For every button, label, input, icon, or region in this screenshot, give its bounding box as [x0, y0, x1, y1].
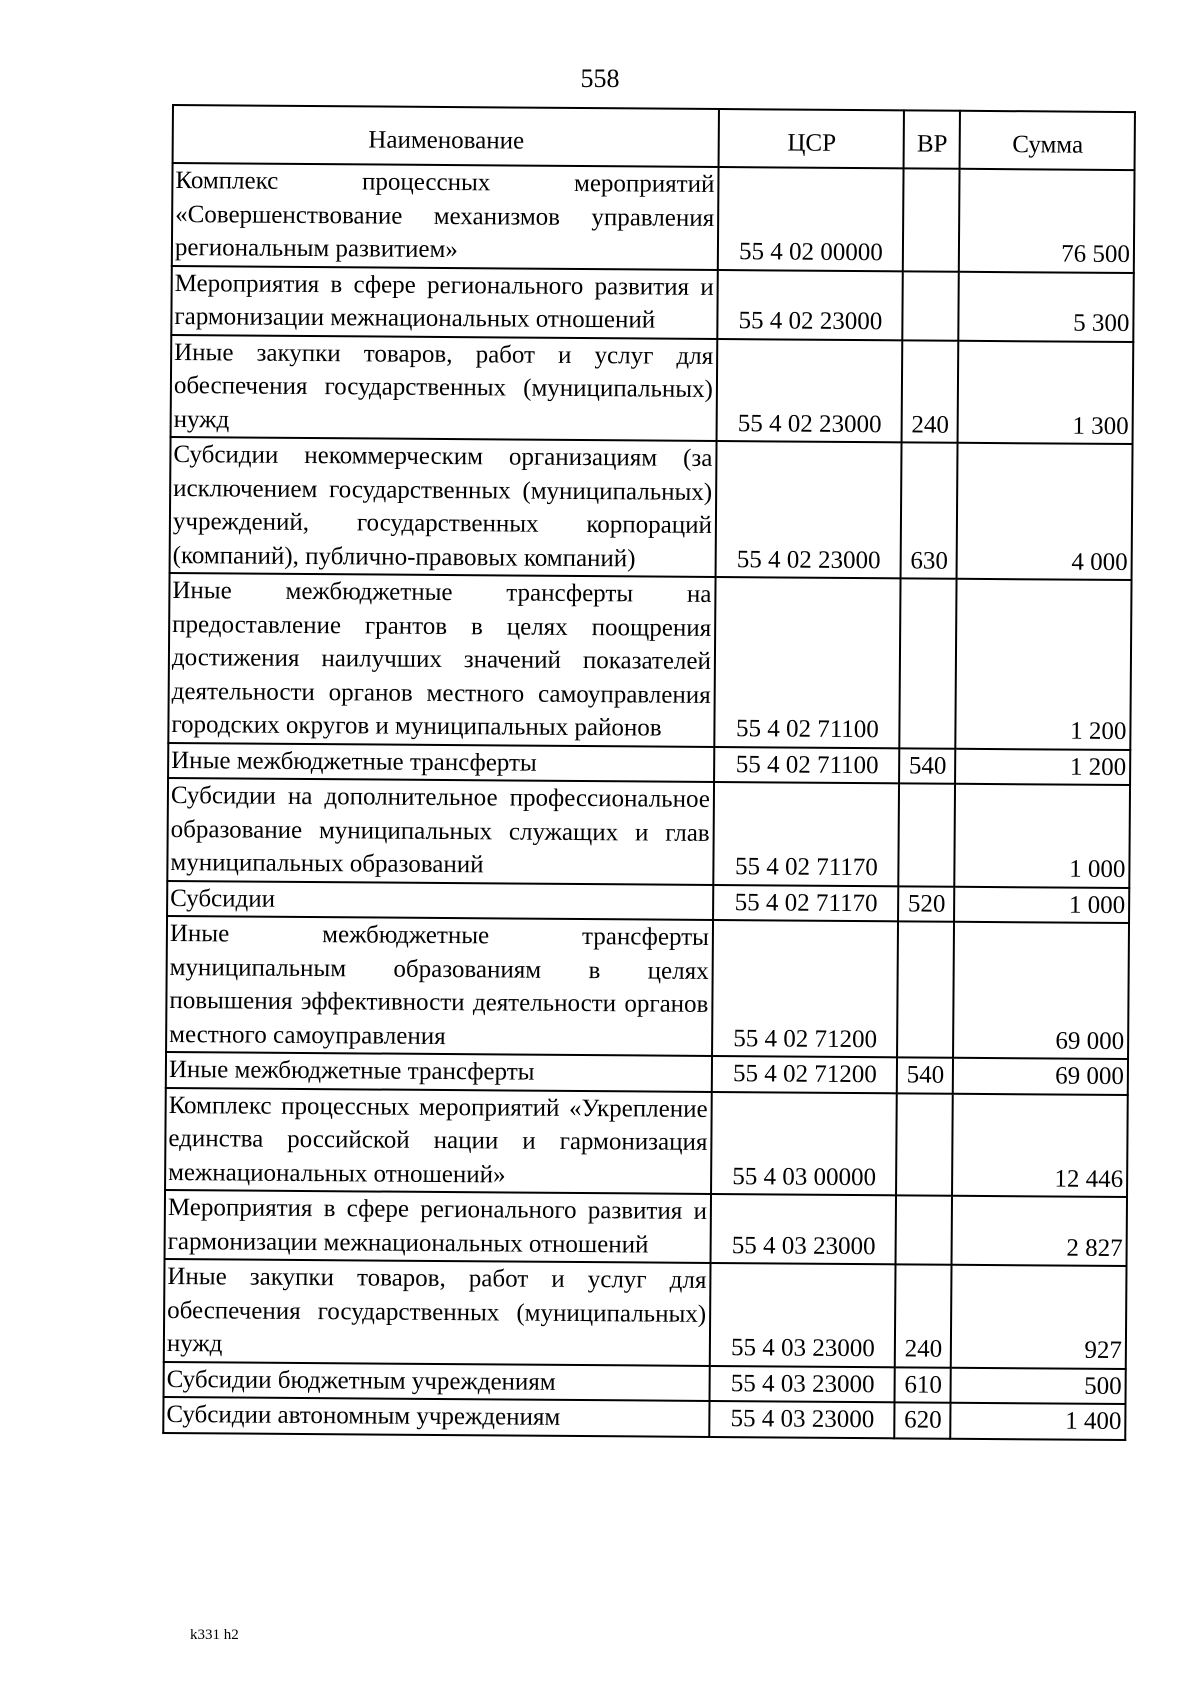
row-csr: 55 4 02 00000 — [718, 167, 904, 271]
page-number: 558 — [580, 64, 620, 93]
row-name: Комплекс процессных мероприятий «Совершенствование механизмов управления региональным развитием» — [172, 163, 719, 269]
row-csr: 55 4 02 71200 — [712, 1056, 897, 1093]
row-vr — [902, 271, 959, 340]
row-vr: 620 — [894, 1402, 950, 1438]
header-vr: ВР — [904, 110, 960, 168]
row-csr: 55 4 03 23000 — [711, 1194, 897, 1264]
row-csr: 55 4 02 71170 — [713, 782, 899, 886]
footer-code: k331 h2 — [190, 1627, 239, 1643]
row-sum: 76 500 — [959, 169, 1135, 273]
table-row — [167, 778, 1130, 888]
table-row — [168, 573, 1131, 750]
row-name: Иные закупки товаров, работ и услуг для обеспечения государственных (муниципальных) нужд — [171, 335, 718, 441]
table-row — [164, 1259, 1127, 1369]
row-sum: 69 000 — [953, 1058, 1128, 1095]
row-csr: 55 4 03 00000 — [711, 1091, 897, 1195]
row-csr: 55 4 02 71200 — [712, 920, 898, 1057]
row-csr: 55 4 03 23000 — [710, 1263, 896, 1367]
row-sum: 1 000 — [954, 886, 1129, 923]
table-row — [166, 916, 1129, 1059]
row-name: Иные межбюджетные трансферты муниципальным образованиям в целях повышения эффективности деятельности органов местного самоуправления — [166, 916, 713, 1056]
row-name: Субсидии некоммерческим организациям (за исключением государственных (муниципальных) учреждений, государственных корпораций (компаний), публично-правовых компаний) — [170, 437, 717, 577]
row-sum: 2 827 — [952, 1196, 1128, 1266]
row-sum: 69 000 — [953, 922, 1129, 1059]
row-sum: 1 400 — [950, 1403, 1125, 1440]
row-sum: 1 000 — [954, 784, 1130, 888]
row-sum: 1 200 — [955, 579, 1131, 750]
table-row — [163, 1397, 1125, 1440]
row-name: Комплекс процессных мероприятий «Укрепление единства российской нации и гармонизация межнациональных отношений» — [165, 1087, 712, 1193]
row-vr — [898, 783, 955, 886]
row-vr: 540 — [899, 748, 955, 784]
row-sum: 1 300 — [958, 340, 1134, 444]
row-vr: 520 — [898, 886, 954, 922]
row-sum: 927 — [951, 1265, 1127, 1369]
row-name: Субсидии бюджетным учреждениям — [164, 1361, 710, 1401]
row-sum: 4 000 — [957, 443, 1133, 580]
table-row — [171, 335, 1134, 445]
row-name: Иные межбюджетные трансферты на предоставление грантов в целях поощрения достижения наилучших значений показателей деятельности органов местного самоуправления городских округов и муниципальных районов — [168, 573, 715, 746]
row-csr: 55 4 02 71170 — [713, 884, 898, 921]
header-name: Наименование — [173, 105, 719, 167]
row-vr: 240 — [902, 340, 959, 443]
row-sum: 12 446 — [952, 1093, 1128, 1197]
table-row — [171, 266, 1133, 342]
row-vr — [903, 168, 960, 271]
row-vr: 240 — [895, 1264, 952, 1367]
row-vr — [897, 921, 954, 1057]
row-vr: 630 — [901, 442, 958, 578]
row-csr: 55 4 02 23000 — [717, 339, 903, 443]
row-csr: 55 4 02 23000 — [716, 441, 902, 578]
row-name: Субсидии автономным учреждениям — [163, 1397, 709, 1437]
row-vr: 540 — [897, 1057, 953, 1093]
header-sum: Сумма — [960, 111, 1135, 170]
header-csr: ЦСР — [719, 109, 904, 168]
row-name: Субсидии на дополнительное профессиональное образование муниципальных служащих и глав муниципальных образований — [167, 778, 714, 884]
row-vr — [896, 1093, 953, 1196]
row-vr — [899, 578, 956, 748]
row-csr: 55 4 02 71100 — [714, 577, 900, 748]
table-row — [165, 1087, 1128, 1197]
table-row — [165, 1190, 1127, 1266]
row-name: Мероприятия в сфере регионального развития и гармонизации межнациональных отношений — [165, 1190, 711, 1263]
row-name: Иные закупки товаров, работ и услуг для обеспечения государственных (муниципальных) нужд — [164, 1259, 711, 1365]
row-csr: 55 4 02 23000 — [717, 270, 903, 340]
row-name: Иные межбюджетные трансферты — [168, 742, 714, 782]
row-vr — [896, 1195, 953, 1264]
row-sum: 500 — [951, 1367, 1126, 1404]
table-row — [172, 163, 1135, 273]
row-sum: 1 200 — [955, 748, 1130, 785]
table-row — [170, 437, 1133, 580]
budget-table — [162, 104, 1136, 1441]
table-header-row — [173, 105, 1135, 170]
row-csr: 55 4 02 71100 — [714, 746, 899, 783]
row-csr: 55 4 03 23000 — [709, 1401, 894, 1438]
row-vr: 610 — [895, 1367, 951, 1403]
row-sum: 5 300 — [958, 271, 1134, 341]
row-name: Субсидии — [167, 880, 713, 920]
row-csr: 55 4 03 23000 — [710, 1365, 895, 1402]
row-name: Иные межбюджетные трансферты — [166, 1052, 712, 1092]
row-name: Мероприятия в сфере регионального развития и гармонизации межнациональных отношений — [171, 266, 717, 339]
